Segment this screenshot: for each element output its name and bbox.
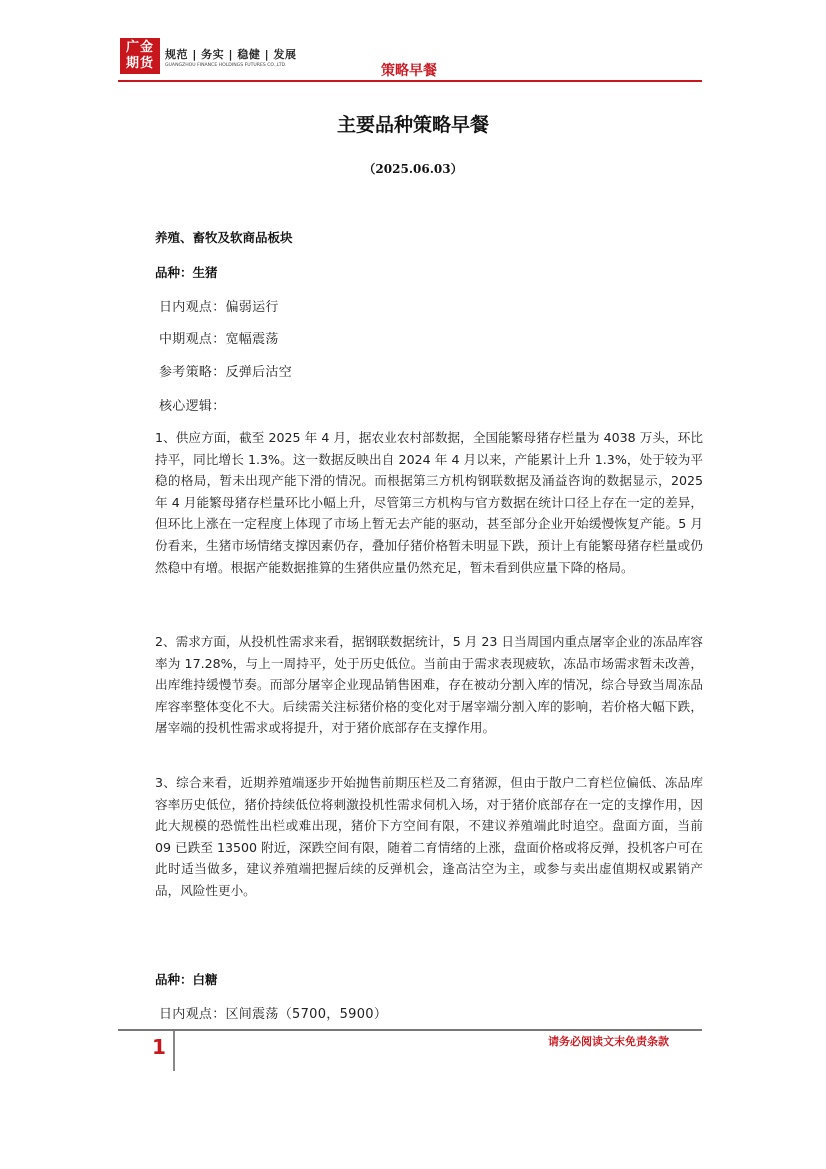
paragraph-demand: 2、需求方面，从投机性需求来看，据钢联数据统计，5 月 23 日当周国内重点屠宰企业的冻品库容率为 17.28%，与上一周持平，处于历史低位。当前由于需求表现疲软，冻品市场需求暂未改善，出库维持缓慢节奏。而部分屠宰企业现品销售困难，存在被动分割入库的情况，综合导致当周冻品库容率整体变化不大。后续需关注标猪价格的变化对于屠宰端分割入库的影响，若价格大幅下跌，屠宰端的投机性需求或将提升，对于猪价底部存在支撑作用。 — [155, 634, 703, 736]
section-heading: 养殖、畜牧及软商品板块 — [155, 230, 293, 245]
strategy-hog: 参考策略：反弹后沽空 — [159, 365, 293, 380]
footer-divider — [118, 1029, 702, 1031]
company-slogan: 规范 | 务实 | 稳健 | 发展 — [165, 48, 297, 61]
document-title: 主要品种策略早餐 — [336, 114, 489, 136]
page-number-divider — [173, 1031, 175, 1071]
intraday-view-hog: 日内观点：偏弱运行 — [159, 300, 279, 315]
logo-text-line2: 期货 — [125, 56, 154, 71]
intraday-view-sugar: 日内观点：区间震荡（5700，5900） — [159, 1007, 388, 1022]
header-section-title: 策略早餐 — [381, 63, 437, 79]
midterm-view-hog: 中期观点：宽幅震荡 — [159, 332, 279, 347]
paragraph-summary: 3、综合来看，近期养殖端逐步开始抛售前期压栏及二育猪源，但由于散户二育栏位偏低、冻品库容率历史低位，猪价持续低位将刺激投机性需求伺机入场，对于猪价底部存在一定的支撑作用，因此大规模的恐慌性出栏或难出现，猪价下方空间有限，不建议养殖端此时追空。盘面方面，当前 09 已跌至 13500 附近，深跌空间有限，随着二育情绪的上涨，盘面价格或将反弹，投机客户可在此时适当做多，建议养殖端把握后续的反弹机会，逢高沽空为主，或参与卖出虚值期权或累销产品，风险性更小。 — [155, 775, 703, 898]
company-english-name: GUANGZHOU FINANCE HOLDINGS FUTURES CO.,LTD. — [165, 63, 287, 68]
core-logic-label: 核心逻辑： — [159, 399, 226, 414]
header-divider — [118, 80, 702, 82]
document-date: （2025.06.03） — [363, 162, 463, 176]
disclaimer-notice: 请务必阅读文末免责条款 — [548, 1035, 669, 1048]
commodity-heading-hog: 品种：生猪 — [155, 265, 218, 280]
commodity-heading-sugar: 品种：白糖 — [155, 972, 218, 987]
page-number: 1 — [152, 1035, 166, 1059]
company-logo — [120, 38, 160, 74]
logo-text-line1: 广金 — [125, 40, 154, 55]
paragraph-supply: 1、供应方面，截至 2025 年 4 月，据农业农村部数据，全国能繁母猪存栏量为 4038 万头，环比持平，同比增长 1.3%。这一数据反映出自 2024 年 4 月以来，产能累计上升 1.3%，处于较为平稳的格局，暂未出现产能下滑的情况。而根据第三方机构钢联数据及涌益咨询的数据显示，2025 年 4 月能繁母猪存栏量环比小幅上升，尽管第三方机构与官方数据在统计口径上存在一定的差异，但环比上涨在一定程度上体现了市场上暂无去产能的驱动，甚至部分企业开始缓慢恢复产能。5 月份看来，生猪市场情绪支撑因素仍存，叠加仔猪价格暂未明显下跌，预计上有能繁母猪存栏量或仍然稳中有增。根据产能数据推算的生猪供应量仍然充足，暂未看到供应量下降的格局。 — [155, 430, 703, 575]
